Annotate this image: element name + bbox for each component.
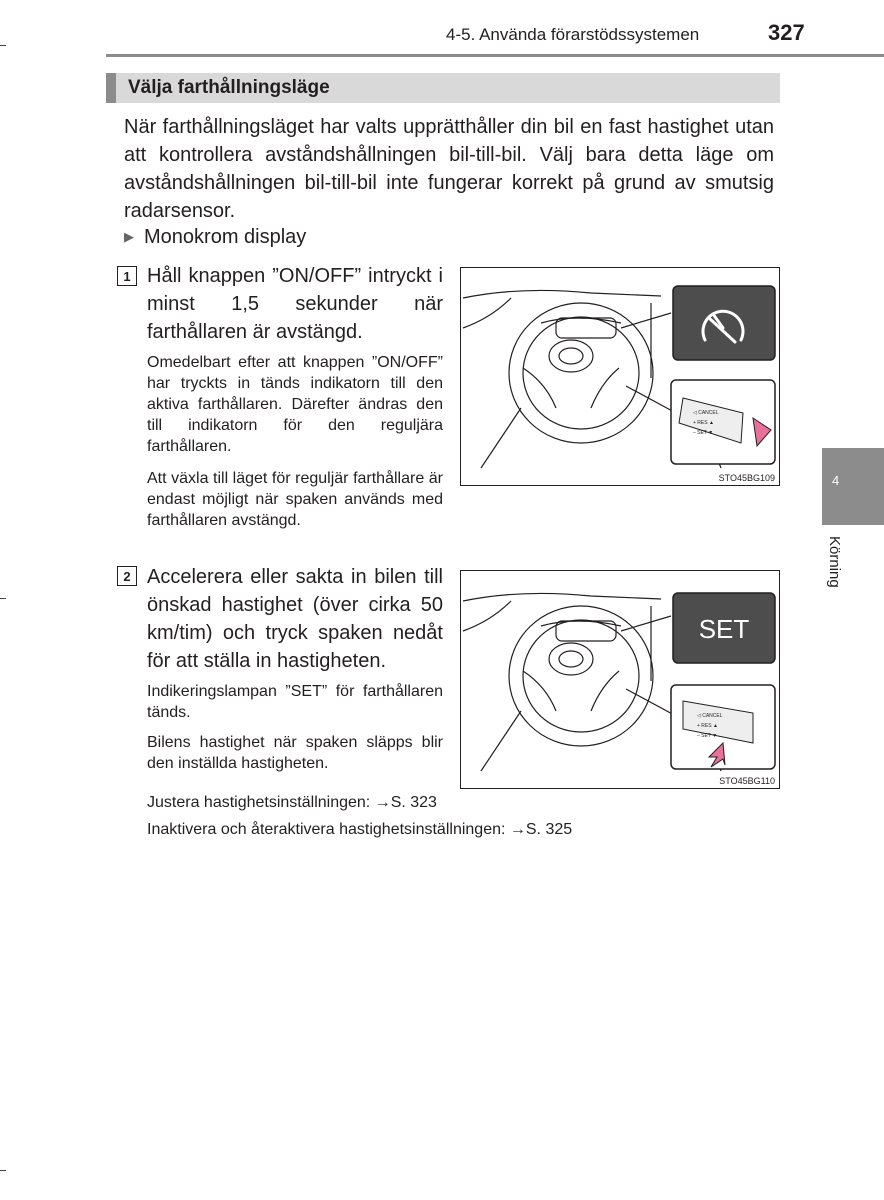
- bullet-item: [124, 226, 306, 249]
- thumb-tab-number: 4: [832, 473, 840, 488]
- chapter-title: 4-5. Använda förarstödssystemen: [446, 25, 700, 44]
- margin-tick: [0, 598, 6, 599]
- step-main-text: Håll knappen ”ON/OFF” intryckt i minst 1,5 sekunder när farthållaren är avstängd.: [147, 265, 443, 343]
- step-note: Omedelbart efter att knappen ”ON/OFF” har tryckts in tänds indikatorn till den aktiva farthållaren. Därefter ändras den till indikatorn för den reguljära farthållaren.: [147, 354, 443, 455]
- bullet-text: Monokrom display: [144, 226, 307, 248]
- header-rule: [106, 54, 884, 57]
- figure-steering-wheel-on-off: [460, 267, 780, 486]
- step-note: Bilens hastighet när spaken släpps blir den inställda hastigheten.: [147, 734, 443, 772]
- intro-paragraph: När farthållningsläget har valts upprätthåller din bil en fast hastighet utan att kontrollera avståndshållningen bil-till-bil. Välj bara detta läge om avståndshållningen bil-till-bil inte fungerar korrekt på grund av smutsig radarsensor.: [124, 116, 774, 222]
- steering-wheel-illustration: [461, 571, 779, 788]
- step-main-text: Accelerera eller sakta in bilen till önskad hastighet (över cirka 50 km/tim) och tryck spaken nedåt för att ställa in hastigheten.: [147, 566, 443, 672]
- cross-reference: Justera hastighetsinställningen: →S. 323: [147, 794, 437, 811]
- margin-tick: [0, 45, 6, 46]
- set-indicator-text: SET: [698, 614, 750, 644]
- svg-text:– SET ▼: – SET ▼: [697, 733, 718, 739]
- section-title: Välja farthållningsläge: [128, 77, 330, 98]
- step-note: Att växla till läget för reguljär farthållare är endast möjligt när spaken används med farthållaren avstängd.: [147, 470, 443, 529]
- page-number: 327: [768, 20, 805, 45]
- margin-tick: [0, 1170, 6, 1171]
- figure-code: STO45BG109: [718, 473, 775, 483]
- svg-text:+ RES ▲: + RES ▲: [697, 723, 718, 729]
- section-header-bar: [106, 73, 780, 103]
- triangle-bullet-icon: ▶: [124, 229, 134, 244]
- step-number-box: 2: [117, 566, 137, 586]
- step-number-box: 1: [117, 266, 137, 286]
- figure-steering-wheel-set: [460, 570, 780, 789]
- step-note: Indikeringslampan ”SET” för farthållaren tänds.: [147, 683, 443, 721]
- svg-text:◁ CANCEL: ◁ CANCEL: [697, 713, 723, 719]
- steering-wheel-illustration: [461, 268, 779, 485]
- svg-text:– SET ▼: – SET ▼: [693, 430, 714, 436]
- svg-text:◁ CANCEL: ◁ CANCEL: [693, 410, 719, 416]
- svg-text:+ RES ▲: + RES ▲: [693, 420, 714, 426]
- figure-code: STO45BG110: [719, 776, 775, 786]
- thumb-tab-label: Körning: [826, 536, 843, 588]
- cross-reference: Inaktivera och återaktivera hastighetsinställningen: →S. 325: [147, 821, 573, 838]
